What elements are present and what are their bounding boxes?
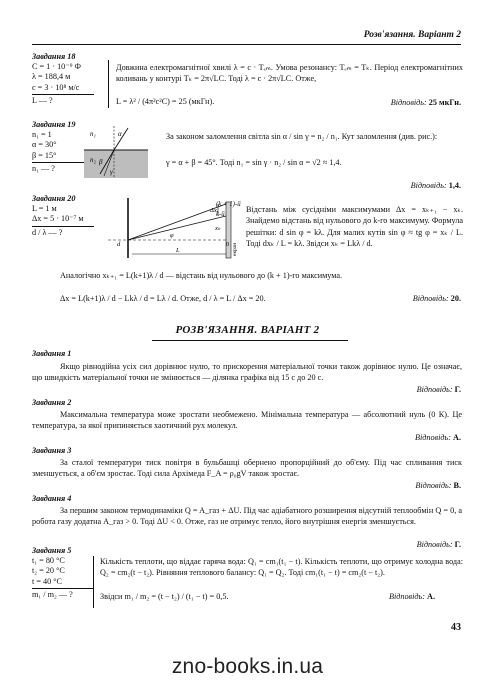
given-line: t = 40 °C bbox=[32, 576, 62, 586]
task20-title: Завдання 20 bbox=[32, 194, 76, 203]
answer-value: А. bbox=[427, 592, 435, 601]
task18-answer bbox=[391, 98, 461, 107]
n2-label: n₂ bbox=[90, 156, 96, 164]
answer-value: А. bbox=[453, 433, 461, 442]
medium-n2 bbox=[84, 150, 148, 178]
task1-answer bbox=[417, 385, 461, 394]
answer-value: Г. bbox=[454, 385, 461, 394]
page-number: 43 bbox=[451, 622, 461, 633]
task3-answer bbox=[415, 481, 461, 490]
given-line: λ = 188,4 м bbox=[32, 72, 71, 82]
answer-label: Відповідь: bbox=[390, 98, 427, 107]
section-rule bbox=[152, 340, 348, 341]
unknown-line: L — ? bbox=[32, 94, 94, 106]
task18-formula: L = λ² / (4π²c²C) = 25 (мкГн). bbox=[116, 97, 215, 106]
task4-answer bbox=[417, 540, 461, 549]
task5-result: Звідси m₁ / m₂ = (t − t₂) / (t₁ − t) = 0,5. bbox=[100, 592, 229, 601]
task3-title: Завдання 3 bbox=[32, 446, 72, 455]
task5-given bbox=[32, 546, 102, 600]
answer-label: Відповідь: bbox=[410, 181, 447, 190]
task20-given bbox=[32, 194, 102, 238]
answer-value: 1,4. bbox=[448, 181, 461, 190]
alpha-label: α bbox=[118, 130, 122, 138]
k-max-label: k-й bbox=[216, 211, 225, 218]
n1-label: n₁ bbox=[90, 130, 96, 138]
task5-answer bbox=[389, 592, 435, 601]
task18-given bbox=[32, 52, 102, 106]
task19-formula: γ = α + β = 45°. Тоді n₁ = sin γ · n₂ / sin α = √2 ≈ 1,4. bbox=[166, 158, 342, 167]
task4-text: За першим законом термодинаміки Q = A_газ + ΔU. Під час адіабатного розширення відсутній теплообмін Q = 0, а робота газу додатна A_газ > 0. Тоді ΔU < 0. Отже, газ не отримує тепло, його внутрішня енергія зменшується. bbox=[32, 506, 462, 527]
given-line: t₁ = 80 °C bbox=[32, 556, 65, 566]
given-separator bbox=[93, 556, 94, 608]
given-line: t₂ = 20 °C bbox=[32, 566, 65, 576]
refraction-figure bbox=[84, 124, 150, 180]
task18-title: Завдання 18 bbox=[32, 52, 76, 61]
task4-title: Завдання 4 bbox=[32, 494, 72, 503]
answer-value: Г. bbox=[454, 540, 461, 549]
gamma-label: γ bbox=[110, 168, 113, 176]
given-line: β = 15° bbox=[32, 150, 57, 160]
screen-label: екран bbox=[232, 242, 238, 256]
task20-answer bbox=[413, 294, 461, 303]
task3-text: За сталої температури тиск повітря в бульбашці обернено пропорційний до об'єму. Під час спливання тиск зменшується, а об'єм зростає. Тоді сила Архімеда F_A = ρ₀gV також зростає. bbox=[32, 458, 462, 479]
dx-label: Δx bbox=[210, 207, 217, 214]
task19-answer bbox=[411, 181, 461, 190]
zero-label: 0 bbox=[226, 241, 230, 248]
given-line: α = 30° bbox=[32, 140, 57, 150]
section-title: РОЗВ'ЯЗАННЯ. ВАРІАНТ 2 bbox=[175, 324, 320, 336]
task1-title: Завдання 1 bbox=[32, 349, 72, 358]
running-header: Розв'язання. Варіант 2 bbox=[363, 30, 461, 40]
d-label: d bbox=[117, 241, 121, 248]
xk-label: xₖ bbox=[215, 225, 221, 232]
given-line: c = 3 · 10⁸ м/с bbox=[32, 82, 80, 92]
task20-result: Δx = L(k+1)λ / d − Lkλ / d = Lλ / d. Отже, d / λ = L / Δx = 20. bbox=[60, 294, 266, 303]
answer-value: 25 мкГн. bbox=[428, 98, 461, 107]
ray-k bbox=[128, 216, 226, 240]
given-separator bbox=[108, 60, 109, 108]
answer-label: Відповідь: bbox=[412, 294, 449, 303]
task5-solution: Кількість теплоти, що віддає гаряча вода: Q₁ = cm₁(t₁ − t). Кількість теплоти, що отримує холодна вода: Q₂ = cm₂(t − t₂). Рівняння теплового балансу: Q₁ = Q₂. Тоді cm₁(t₁ − t) = cm₂(t − t₂). bbox=[100, 557, 463, 578]
answer-value: 20. bbox=[450, 294, 461, 303]
task5-title: Завдання 5 bbox=[32, 546, 72, 555]
beta-label: β bbox=[99, 158, 103, 166]
phi-label: φ bbox=[170, 232, 174, 239]
task2-title: Завдання 2 bbox=[32, 398, 72, 407]
k1-max-label: (k + 1)-й bbox=[216, 201, 241, 208]
answer-value: В. bbox=[453, 481, 461, 490]
unknown-line: n₁ — ? bbox=[32, 162, 94, 174]
header-rule bbox=[32, 44, 461, 45]
unknown-line: d / λ — ? bbox=[32, 226, 94, 238]
task20-solution: Відстань між сусідніми максимумами Δx = xₖ₊₁ − xₖ. Знайдемо відстань від нульового до k-го максимуму. Формула решітки: d sin φ = kλ. Для малих кутів sin φ ≈ tg φ = xₖ / L. Тоді dxₖ / L = kλ. Звідси xₖ = Lkλ / d. bbox=[246, 205, 463, 249]
given-line: L = 1 м bbox=[32, 204, 57, 214]
task1-text: Якщо рівнодійна усіх сил дорівнює нулю, то прискорення матеріальної точки також дорівнює нулю. Це означає, що швидкість матеріальної точки не змінюється — ділянка графіка від 15 с до 20 с. bbox=[32, 362, 462, 383]
answer-label: Відповідь: bbox=[388, 592, 425, 601]
given-line: n₁ = 1 bbox=[32, 130, 52, 140]
task19-title: Завдання 19 bbox=[32, 120, 76, 129]
task20-analog: Аналогічно xₖ₊₁ = L(k+1)λ / d — відстань від нульового до (k + 1)-го максимума. bbox=[60, 271, 343, 280]
answer-label: Відповідь: bbox=[416, 540, 453, 549]
L-label: L bbox=[176, 247, 180, 254]
answer-label: Відповідь: bbox=[414, 433, 451, 442]
unknown-line: m₁ / m₂ — ? bbox=[32, 588, 94, 600]
answer-label: Відповідь: bbox=[415, 481, 452, 490]
given-line: Δx = 5 · 10⁻⁷ м bbox=[32, 214, 84, 224]
task2-answer bbox=[415, 433, 461, 442]
answer-label: Відповідь: bbox=[416, 385, 453, 394]
given-line: C = 1 · 10⁻⁹ Ф bbox=[32, 62, 81, 72]
task2-text: Максимальна температура може зростати необмежено. Мінімальна температура — абсолютний нуль (0 К). Це температура, за якої припиняється хаотичний рух молекул. bbox=[32, 410, 462, 431]
task19-solution: За законом заломлення світла sin α / sin γ = n₂ / n₁. Кут заломлення (див. рис.): bbox=[166, 132, 438, 141]
site-watermark: zno-books.in.ua bbox=[171, 655, 324, 678]
task18-solution: Довжина електромагнітної хвилі λ = c · Tₑₘ. Умова резонансу: Tₑₘ = Tₖ. Період електромагнітних коливань у контурі Tₖ = 2π√LC. Тоді λ = c · 2π√LC. Отже, bbox=[116, 63, 463, 84]
